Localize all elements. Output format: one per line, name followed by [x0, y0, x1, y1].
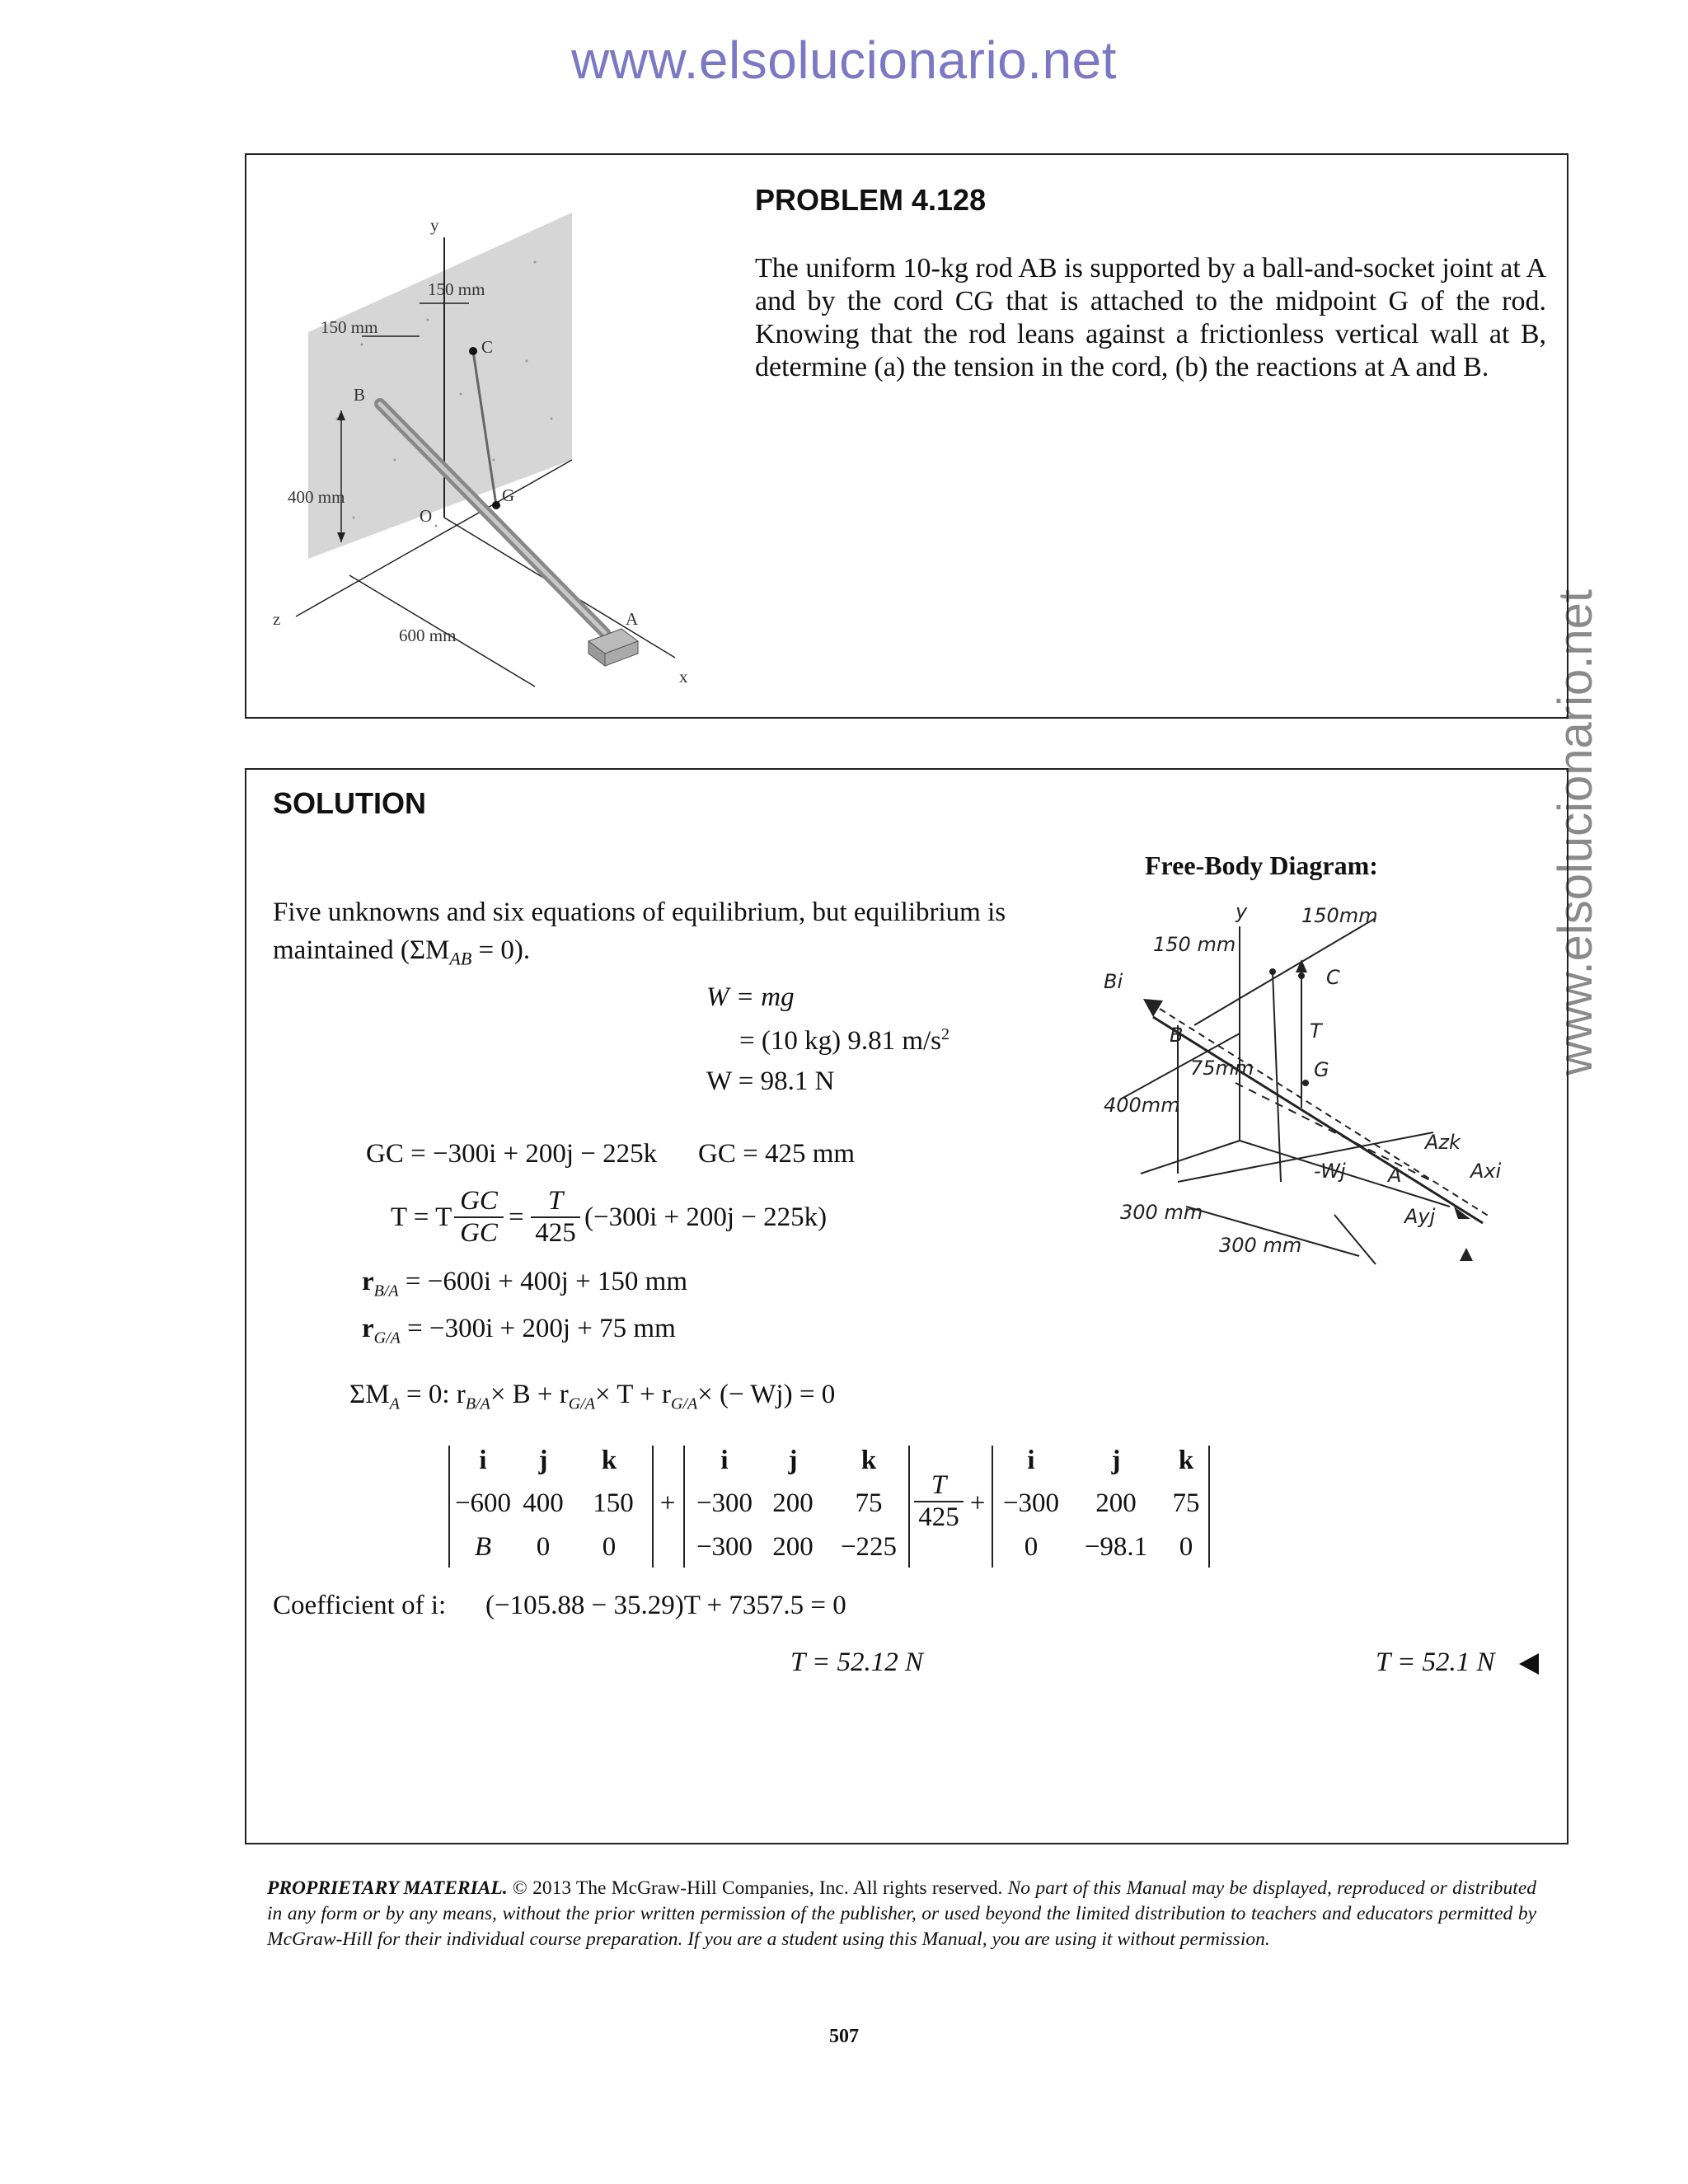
fig-g-label: G [502, 485, 515, 505]
det2-r0c1: j [788, 1446, 798, 1475]
solution-title: SOLUTION [273, 786, 426, 820]
solution-box [245, 768, 1568, 1844]
eq-rba-val: = −600i + 400j + 150 mm [405, 1267, 688, 1296]
eq-moment-sub-ga: G/A [568, 1394, 596, 1413]
det1-r0c1: j [538, 1446, 548, 1475]
eq-rba-sub: B/A [373, 1282, 399, 1301]
det3-r0c0: i [1027, 1446, 1035, 1475]
eq-moment-w: × (− Wj) = 0 [697, 1380, 836, 1409]
det3-r1c2: 75 [1172, 1488, 1200, 1518]
det1-r2c2: 0 [602, 1532, 617, 1562]
det-frac [914, 1470, 964, 1533]
fig-y-label: y [430, 215, 439, 235]
fbd-300a: 300 mm [1120, 1201, 1203, 1224]
det1-r1c0: −600 [454, 1488, 512, 1518]
eq-moment-t: × T + r [595, 1380, 671, 1409]
det3-r2c1: −98.1 [1084, 1532, 1148, 1562]
det-frac-num: T [914, 1470, 964, 1502]
det1-r1c2: 150 [593, 1488, 634, 1518]
det3-r1c1: 200 [1095, 1488, 1137, 1518]
problem-box [245, 153, 1568, 719]
fig-dim-150-left: 150 mm [321, 317, 378, 337]
fbd-axi: Axi [1470, 1160, 1502, 1183]
fig-b-label: B [354, 385, 366, 405]
watermark-top[interactable]: www.elsolucionario.net [571, 30, 1117, 90]
eq-w3: W = 98.1 N [706, 1066, 835, 1096]
fbd-b: B [1170, 1024, 1184, 1047]
fbd-t: T [1310, 1019, 1322, 1043]
eq-t-equals: = [509, 1202, 524, 1232]
eq-t-frac2-den: 425 [535, 1218, 576, 1248]
eq-t-rhs: (−300i + 200j − 225k) [584, 1202, 828, 1232]
det3-r0c1: j [1111, 1446, 1121, 1475]
det1-r2c0: B [474, 1532, 492, 1562]
eq-gc-mag: GC = 425 mm [698, 1139, 856, 1169]
problem-text: The uniform 10-kg rod AB is supported by a ball-and-socket joint at A and by the cord CG that is attached to the midpoint G of the rod. Knowing that the rod leans against a frictionless vertical wall at B, determine (a) the tension in the cord, (b) the reactions at A and B. [755, 253, 1546, 382]
intro-text: maintained (ΣM [273, 935, 450, 965]
footer-italic: No part of this Manual may be displayed, reproduced or distributed in any form or by any means, without the prior written permission of the publisher, or used beyond the limited distribution to teachers and educators permitted by McGraw-Hill for their individual course preparation. If you are a student using this Manual, you are using it without permission. [267, 1877, 1537, 1950]
det2-r2c2: −225 [840, 1532, 898, 1562]
eq-moment [349, 1380, 835, 1414]
det2-r0c0: i [720, 1446, 729, 1475]
coef-label: Coefficient of i: [273, 1591, 447, 1620]
eq-gc-vec: GC = −300i + 200j − 225k [366, 1139, 658, 1169]
problem-figure [263, 213, 774, 691]
fbd-150-top: 150mm [1301, 904, 1378, 927]
eq-t-frac1-den: GC [460, 1218, 498, 1248]
eq-rga-val: = −300i + 200j + 75 mm [407, 1314, 676, 1343]
fbd-ayj: Ayj [1404, 1205, 1436, 1228]
determinant-equation [246, 1441, 1565, 1573]
det3-r2c0: 0 [1024, 1532, 1039, 1562]
eq-w2 [739, 1025, 950, 1057]
fig-dim-400: 400 mm [288, 487, 345, 507]
answer-marker-icon [1516, 1652, 1540, 1676]
fig-z-label: z [273, 609, 281, 629]
t-answer: T = 52.1 N [1376, 1647, 1495, 1677]
eq-t-frac2 [531, 1186, 580, 1249]
watermark-side[interactable]: www.elsolucionario.net [1549, 589, 1602, 1076]
problem-title: PROBLEM 4.128 [755, 183, 987, 217]
eq-w1: W = mg [706, 982, 795, 1012]
fbd-wj: -Wj [1314, 1160, 1346, 1183]
intro-line-2 [273, 931, 1006, 978]
det3-r1c0: −300 [1002, 1488, 1060, 1518]
eq-moment-sigma: ΣM [349, 1380, 390, 1409]
intro-sub: AB [449, 948, 472, 969]
eq-rga-r: r [362, 1314, 374, 1343]
fig-c-label: C [481, 337, 494, 357]
eq-w2-sup: 2 [941, 1025, 950, 1043]
eq-moment-sub: A [389, 1394, 400, 1413]
det2-r0c2: k [860, 1446, 877, 1475]
footer-notice [267, 1876, 1536, 1952]
det1-r0c0: i [479, 1446, 487, 1475]
det-plus-2: + [969, 1488, 986, 1518]
page-number: 507 [829, 2026, 859, 2047]
eq-t-frac2-num: T [531, 1186, 580, 1218]
eq-moment-sub-ga2: G/A [670, 1394, 698, 1413]
fig-o-label: O [420, 506, 433, 526]
eq-t-frac1-num: GC [454, 1186, 504, 1218]
eq-rba [362, 1267, 687, 1301]
fig-dim-600: 600 mm [399, 626, 457, 645]
eq-t-lhs: T = T [391, 1202, 452, 1232]
fbd-300b: 300 mm [1219, 1234, 1302, 1257]
eq-rga-sub: G/A [373, 1329, 401, 1347]
det2-r1c0: −300 [696, 1488, 753, 1518]
eq-moment-sub-ba: B/A [465, 1394, 490, 1413]
intro-end: = 0). [471, 935, 531, 965]
det-plus-1: + [659, 1488, 676, 1518]
eq-moment-b: × B + r [490, 1380, 569, 1409]
eq-rba-r: r [362, 1267, 374, 1296]
det3-r2c2: 0 [1179, 1532, 1193, 1562]
eq-rga [362, 1314, 676, 1348]
fbd-title: Free-Body Diagram: [1145, 851, 1378, 880]
coef-eq: (−105.88 − 35.29)T + 7357.5 = 0 [485, 1591, 846, 1620]
eq-w2-text: = (10 kg) 9.81 m/s [739, 1026, 942, 1056]
det1-r1c1: 400 [523, 1488, 564, 1518]
fbd-c: C [1326, 966, 1340, 989]
t-value: T = 52.12 N [790, 1647, 924, 1677]
eq-t-frac1 [454, 1186, 504, 1249]
fbd-150-left: 150 mm [1153, 933, 1236, 956]
det-frac-den: 425 [918, 1502, 959, 1532]
intro-line-1: Five unknowns and six equations of equilibrium, but equilibrium is [273, 898, 1006, 927]
fbd-azk: Azk [1425, 1131, 1461, 1154]
det1-r2c1: 0 [536, 1532, 551, 1562]
fig-x-label: x [679, 667, 688, 687]
wall-plane [308, 213, 572, 559]
fig-a-label: A [626, 609, 639, 629]
det2-r2c1: 200 [772, 1532, 814, 1562]
free-body-diagram [1104, 893, 1532, 1272]
det2-r2c0: −300 [696, 1532, 753, 1562]
det1-r0c2: k [601, 1446, 617, 1475]
fbd-y: y [1236, 900, 1248, 923]
det2-r1c1: 200 [772, 1488, 814, 1518]
fig-dim-150-top: 150 mm [428, 279, 485, 299]
det2-r1c2: 75 [855, 1488, 883, 1518]
fbd-g: G [1314, 1058, 1329, 1081]
fbd-a: A [1388, 1164, 1402, 1187]
fbd-bi: Bi [1104, 970, 1123, 993]
eq-moment-rest: = 0: r [399, 1380, 466, 1409]
det3-r0c2: k [1178, 1446, 1194, 1475]
fbd-400: 400mm [1104, 1094, 1180, 1117]
fbd-75: 75mm [1190, 1057, 1254, 1080]
footer-normal: © 2013 The McGraw-Hill Companies, Inc. All rights reserved. [507, 1877, 1008, 1899]
footer-bold: PROPRIETARY MATERIAL. [267, 1877, 508, 1899]
